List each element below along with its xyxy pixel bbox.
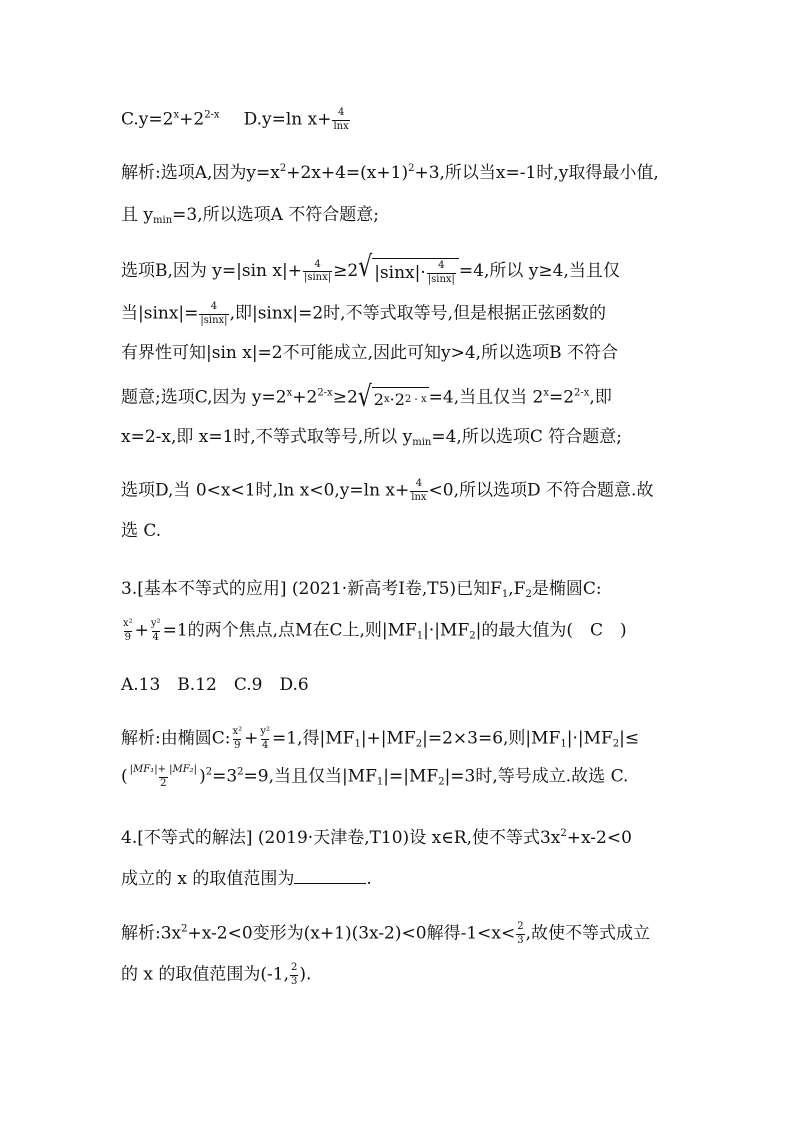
- fraction-numerator: 2: [517, 921, 524, 932]
- text: +2x+4=(x+1): [286, 163, 409, 183]
- subscript: 1: [416, 630, 424, 642]
- fraction: [231, 727, 243, 751]
- subscript: 1: [501, 589, 509, 600]
- text: ,即|sinx|=2时,不等式取等号,但是根据正弦函数的: [229, 303, 606, 324]
- text: =9,当且仅当|MF: [243, 766, 377, 787]
- option-line-cd: [121, 108, 351, 132]
- text: |=2×3=6,则|MF: [422, 728, 561, 749]
- text: <0,所以选项D 不符合题意.故: [428, 480, 654, 501]
- solution-4-line-1: [121, 922, 650, 946]
- subscript: 1: [354, 738, 361, 750]
- fraction-numerator: 4: [415, 478, 423, 489]
- question-4-line-1: [121, 830, 632, 847]
- text: |·|MF: [423, 620, 470, 641]
- text: 的 x 的取值范围为(-1,: [121, 964, 289, 985]
- text: ,故使不等式成立: [525, 923, 650, 944]
- text: 是椭圆C:: [531, 579, 602, 599]
- solution-3-line-2: [121, 765, 628, 789]
- exponent: 2-x: [204, 109, 220, 121]
- fraction-numerator: 4: [337, 107, 345, 118]
- exponent: 2: [408, 163, 415, 174]
- fraction-denominator: 3: [517, 934, 524, 946]
- radical-sign-icon: √: [358, 251, 373, 284]
- option-c-text: C.y=2: [121, 109, 174, 130]
- text: ,即: [589, 387, 612, 408]
- fraction-denominator: lnx: [333, 120, 349, 132]
- fraction-denominator: |sinx|: [303, 272, 332, 283]
- subscript: 2: [525, 589, 532, 600]
- question-3-line-1: [121, 581, 602, 598]
- text: ).: [299, 964, 312, 985]
- question-4-line-2: [121, 869, 372, 888]
- fraction-denominator: lnx: [411, 491, 427, 503]
- subscript: 2: [438, 776, 445, 788]
- text: =3,所以选项A 不符合题意;: [172, 205, 380, 225]
- text: |=3时,等号成立.故选 C.: [444, 766, 629, 787]
- text: +x-2<0变形为(x+1)(3x-2)<0解得-1<x<: [187, 923, 516, 944]
- text: =4,当且仅当 2: [428, 387, 544, 408]
- subscript: 2: [612, 738, 620, 750]
- fraction: [199, 302, 228, 326]
- text: +: [134, 620, 149, 641]
- fraction: [290, 963, 298, 987]
- subscript: 2: [469, 630, 476, 642]
- fraction-denominator: |sinx|: [200, 314, 228, 326]
- fraction: [122, 619, 134, 643]
- radical-sign-icon: √: [357, 381, 372, 414]
- text: 成立的 x 的取值范围为: [121, 869, 295, 889]
- fraction: [516, 922, 524, 946]
- fraction: [332, 108, 349, 132]
- text: |·|MF: [566, 728, 613, 749]
- subscript: 1: [560, 738, 567, 750]
- text: =4,所以 y≥4,当且仅: [458, 261, 620, 281]
- solution-line-5: [121, 345, 618, 362]
- solution-line-8: [121, 479, 653, 503]
- option-c-text-mid: +2: [179, 109, 205, 130]
- solution-line-2: [121, 207, 379, 224]
- exponent: x: [173, 109, 180, 121]
- square-root: [358, 251, 459, 285]
- exponent: 2: [237, 766, 244, 778]
- text: 选 C.: [121, 521, 162, 541]
- exponent: 2: [560, 828, 567, 839]
- subscript: 1: [376, 776, 384, 788]
- fraction: [427, 261, 456, 285]
- square-root: √ 2 x ·2 2 - x: [357, 381, 427, 414]
- subscript: min: [412, 437, 432, 448]
- solution-line-9: [121, 523, 161, 540]
- fraction-numerator: x²: [232, 726, 243, 737]
- fraction: [129, 765, 198, 789]
- fraction-denominator: 9: [124, 631, 132, 643]
- fraction-denominator: 2: [160, 777, 167, 789]
- text: =1的两个焦点,点M在C上,则|MF: [162, 620, 417, 641]
- fraction: [259, 727, 271, 751]
- fraction-denominator: 4: [152, 631, 159, 643]
- text: (: [121, 766, 128, 787]
- text: |≤: [619, 728, 640, 749]
- text: 2: [373, 389, 384, 409]
- text: =2: [548, 387, 575, 408]
- text: 题意;选项C,因为 y=2: [121, 387, 287, 408]
- text: |的最大值为( C ): [475, 620, 627, 641]
- exponent: 2-x: [317, 387, 333, 399]
- solution-line-3: [121, 251, 620, 285]
- fraction: [410, 479, 427, 503]
- exponent: x: [286, 387, 293, 399]
- solution-4-line-2: [121, 963, 311, 987]
- text: |=|MF: [383, 766, 439, 787]
- solution-line-7: [121, 429, 622, 446]
- text: +2: [292, 387, 318, 408]
- question-3-choices: [121, 677, 309, 694]
- text: ·2: [389, 389, 405, 409]
- fraction-numerator: 4: [314, 258, 321, 270]
- text: 有界性可知|sin x|=2不可能成立,因此可知y>4,所以选项B 不符合: [121, 343, 618, 363]
- fraction: [303, 260, 332, 284]
- option-d-text: D.y=ln x+: [243, 109, 332, 130]
- fraction-denominator: 4: [262, 739, 269, 751]
- text: +x-2<0: [566, 828, 632, 848]
- text: |+|MF: [360, 728, 416, 749]
- subscript: min: [153, 215, 173, 226]
- solution-3-line-1: [121, 727, 639, 751]
- text: x=2-x,即 x=1时,不等式取等号,所以 y: [121, 427, 413, 447]
- text: 解析:3x: [121, 923, 182, 944]
- subscript: 2: [415, 738, 423, 750]
- fraction-denominator: 9: [234, 739, 241, 751]
- text: ≥2: [332, 387, 358, 408]
- text: +3,所以当x=-1时,y取得最小值,: [414, 163, 659, 183]
- text: A.13 B.12 C.9 D.6: [121, 675, 309, 695]
- text: ,F: [508, 579, 526, 599]
- fraction-denominator: |sinx|: [427, 273, 455, 285]
- answer-blank[interactable]: [294, 869, 366, 884]
- text: 4.[不等式的解法] (2019·天津卷,T10)设 x∈R,使不等式3x: [121, 828, 561, 848]
- text: |sinx|·: [374, 262, 426, 283]
- fraction-numerator: x²: [123, 618, 133, 629]
- text: ): [199, 766, 206, 787]
- text: =4,所以选项C 符合题意;: [431, 427, 622, 447]
- fraction-denominator: 3: [291, 975, 298, 987]
- text: ≥2: [333, 261, 359, 281]
- text: 且 y: [121, 205, 154, 225]
- solution-line-1: [121, 165, 659, 182]
- fraction: [150, 619, 162, 643]
- fraction-numerator: y²: [150, 618, 161, 629]
- exponent: 2: [205, 766, 213, 778]
- text: 当|sinx|=: [121, 303, 199, 324]
- question-3-line-2: [121, 619, 627, 643]
- fraction-numerator: 2: [291, 962, 298, 973]
- fraction-numerator: |MF₁|+ |MF₂|: [129, 764, 198, 775]
- text: +: [244, 728, 259, 749]
- fraction-numerator: 4: [438, 260, 445, 271]
- text: .: [366, 869, 372, 889]
- text: =1,得|MF: [272, 728, 355, 749]
- fraction-numerator: y²: [260, 726, 271, 737]
- text: 选项B,因为 y=|sin x|+: [121, 261, 302, 281]
- exponent: 2-x: [574, 387, 590, 399]
- text: =3: [212, 766, 238, 787]
- text: 选项D,当 0<x<1时,ln x<0,y=ln x+: [121, 480, 410, 501]
- exponent: 2: [181, 923, 188, 935]
- text: 解析:选项A,因为y=x: [121, 163, 280, 183]
- text: 解析:由椭圆C:: [121, 728, 231, 749]
- exponent: x: [543, 387, 549, 399]
- text: 3.[基本不等式的应用] (2021·新高考Ⅰ卷,T5)已知F: [121, 579, 502, 599]
- exponent: 2: [279, 163, 287, 174]
- solution-line-6: [121, 381, 612, 414]
- solution-line-4: [121, 302, 606, 326]
- fraction-numerator: 4: [210, 301, 218, 312]
